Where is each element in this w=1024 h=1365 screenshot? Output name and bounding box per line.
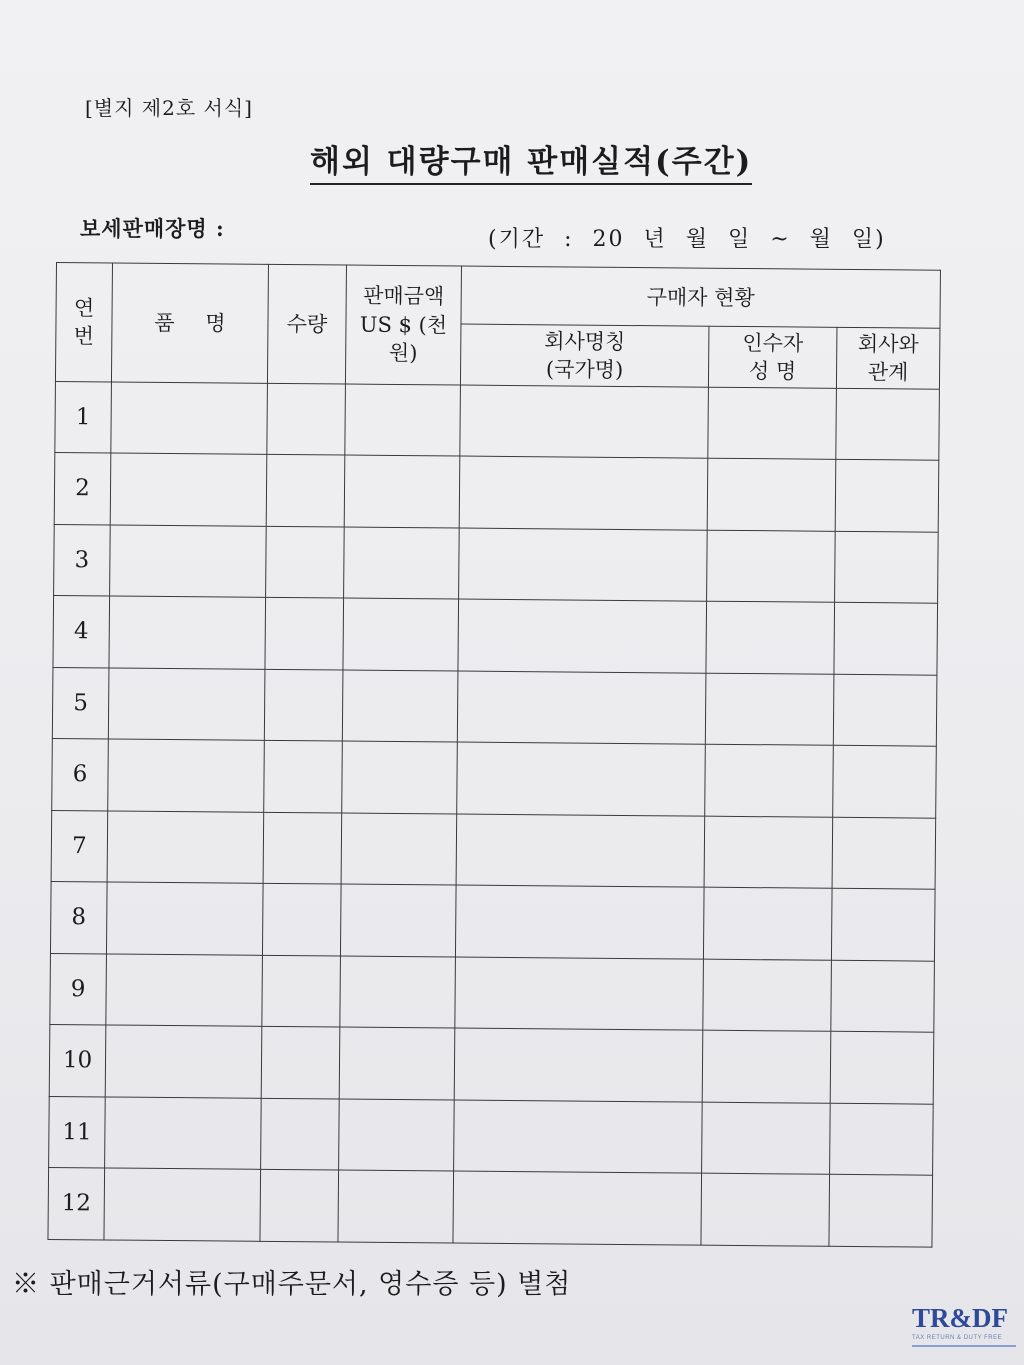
item-cell[interactable] bbox=[106, 882, 263, 955]
row-number: 3 bbox=[54, 524, 111, 596]
row-number: 9 bbox=[50, 953, 107, 1025]
item-cell[interactable] bbox=[105, 1025, 262, 1098]
row-number: 7 bbox=[51, 810, 108, 882]
amount-cell[interactable] bbox=[343, 598, 459, 671]
amount-cell[interactable] bbox=[339, 1099, 455, 1172]
item-cell[interactable] bbox=[108, 668, 265, 741]
attachment-note: ※ 판매근거서류(구매주문서, 영수증 등) 별첨 bbox=[12, 1269, 572, 1300]
table-row bbox=[55, 381, 940, 460]
row-number: 12 bbox=[48, 1168, 105, 1240]
amount-cell[interactable] bbox=[344, 527, 460, 600]
qty-cell[interactable] bbox=[261, 1098, 340, 1170]
company-cell[interactable] bbox=[454, 1100, 703, 1174]
relation-cell[interactable] bbox=[835, 460, 939, 532]
table-body bbox=[48, 381, 939, 1247]
relation-cell[interactable] bbox=[834, 603, 938, 675]
logo bbox=[912, 1303, 1016, 1347]
receiver-cell[interactable] bbox=[702, 1031, 831, 1104]
row-number: 8 bbox=[50, 882, 107, 954]
relation-cell[interactable] bbox=[830, 1103, 934, 1175]
table-row bbox=[54, 524, 939, 603]
relation-cell[interactable] bbox=[835, 531, 939, 603]
table-row bbox=[50, 882, 935, 961]
receiver-cell[interactable] bbox=[708, 387, 837, 460]
relation-cell[interactable] bbox=[833, 746, 937, 818]
table-row bbox=[52, 739, 937, 818]
table-row bbox=[50, 953, 935, 1032]
qty-cell[interactable] bbox=[266, 455, 345, 527]
header-no bbox=[55, 263, 112, 382]
receiver-cell[interactable] bbox=[705, 673, 834, 746]
receiver-cell[interactable] bbox=[703, 888, 832, 961]
table-row bbox=[48, 1168, 933, 1247]
header-buyer-status: 구매자 현황 bbox=[461, 266, 941, 329]
relation-cell[interactable] bbox=[833, 674, 937, 746]
header-item: 품 명 bbox=[111, 263, 268, 383]
company-cell[interactable] bbox=[455, 957, 704, 1031]
page-title: 해외 대량구매 판매실적(주간) bbox=[310, 136, 752, 185]
amount-cell[interactable] bbox=[338, 1170, 454, 1243]
item-cell[interactable] bbox=[111, 382, 268, 455]
table-row bbox=[49, 1025, 934, 1104]
qty-cell[interactable] bbox=[264, 669, 343, 741]
logo-mark: TR&DF bbox=[912, 1303, 1008, 1333]
item-cell[interactable] bbox=[110, 525, 267, 598]
qty-cell[interactable] bbox=[265, 598, 344, 670]
relation-cell[interactable] bbox=[836, 388, 940, 460]
company-cell[interactable] bbox=[455, 885, 704, 959]
relation-cell[interactable] bbox=[831, 889, 935, 961]
header-amount-text: 판매금액 US $ (천원) bbox=[359, 284, 448, 366]
table-row bbox=[49, 1096, 934, 1175]
receiver-cell[interactable] bbox=[704, 816, 833, 889]
item-cell[interactable] bbox=[108, 739, 265, 812]
amount-cell[interactable] bbox=[339, 1027, 455, 1100]
header-relation bbox=[836, 328, 940, 389]
header-company-text: 회사명칭 (국가명) bbox=[544, 329, 626, 383]
qty-cell[interactable] bbox=[266, 526, 345, 598]
header-company bbox=[460, 324, 709, 387]
amount-cell[interactable] bbox=[342, 741, 458, 814]
relation-cell[interactable] bbox=[829, 1175, 933, 1248]
company-cell[interactable] bbox=[456, 814, 705, 888]
relation-cell[interactable] bbox=[830, 1032, 934, 1104]
qty-cell[interactable] bbox=[264, 741, 343, 813]
amount-cell[interactable] bbox=[342, 670, 458, 743]
logo-tagline: TAX RETURN & DUTY FREE bbox=[912, 1335, 1003, 1341]
company-cell[interactable] bbox=[459, 456, 708, 530]
form-number-label: [별지 제2호 서식] bbox=[85, 96, 253, 120]
header-receiver bbox=[708, 327, 837, 389]
amount-cell[interactable] bbox=[341, 813, 457, 886]
receiver-cell[interactable] bbox=[706, 602, 835, 675]
header-receiver-text: 인수자 성 명 bbox=[742, 330, 804, 384]
row-number: 1 bbox=[55, 381, 112, 453]
company-cell[interactable] bbox=[459, 528, 708, 602]
relation-cell[interactable] bbox=[831, 960, 935, 1032]
sales-table bbox=[47, 262, 941, 1248]
row-number: 5 bbox=[52, 667, 109, 739]
receiver-cell[interactable] bbox=[705, 745, 834, 818]
table-row bbox=[54, 453, 939, 532]
amount-cell[interactable] bbox=[344, 455, 460, 528]
receiver-cell[interactable] bbox=[702, 1102, 831, 1175]
row-number: 10 bbox=[49, 1025, 106, 1097]
amount-cell[interactable] bbox=[345, 384, 461, 457]
row-number: 11 bbox=[49, 1096, 106, 1168]
amount-cell[interactable] bbox=[340, 884, 456, 957]
item-cell[interactable] bbox=[105, 1097, 262, 1170]
item-cell[interactable] bbox=[110, 453, 267, 526]
row-number: 2 bbox=[54, 453, 111, 525]
qty-cell[interactable] bbox=[267, 383, 346, 455]
period-label: (기간 : 20 년 월 일 ~ 월 일) bbox=[488, 227, 886, 252]
company-cell[interactable] bbox=[454, 1028, 703, 1102]
item-cell[interactable] bbox=[106, 954, 263, 1027]
qty-cell[interactable] bbox=[262, 884, 341, 956]
item-cell[interactable] bbox=[104, 1168, 261, 1241]
qty-cell[interactable] bbox=[260, 1170, 339, 1242]
company-cell[interactable] bbox=[453, 1171, 702, 1245]
header-relation-text: 회사와 관계 bbox=[857, 331, 919, 385]
company-cell[interactable] bbox=[457, 671, 706, 745]
company-cell[interactable] bbox=[460, 385, 709, 459]
table-row bbox=[53, 596, 938, 675]
company-cell[interactable] bbox=[457, 742, 706, 816]
item-cell[interactable] bbox=[109, 596, 266, 669]
receiver-cell[interactable] bbox=[703, 959, 832, 1032]
amount-cell[interactable] bbox=[340, 956, 456, 1029]
header-amount bbox=[345, 265, 461, 385]
header-qty: 수량 bbox=[267, 264, 346, 384]
qty-cell[interactable] bbox=[262, 955, 341, 1027]
relation-cell[interactable] bbox=[832, 817, 936, 889]
row-number: 6 bbox=[52, 739, 109, 811]
store-name-label: 보세판매장명 : bbox=[80, 216, 225, 241]
table-row bbox=[51, 810, 936, 889]
receiver-cell[interactable] bbox=[701, 1174, 830, 1247]
qty-cell[interactable] bbox=[263, 812, 342, 884]
company-cell[interactable] bbox=[458, 599, 707, 673]
receiver-cell[interactable] bbox=[707, 459, 836, 532]
header-no-text: 연 번 bbox=[73, 295, 95, 349]
row-number: 4 bbox=[53, 596, 110, 668]
qty-cell[interactable] bbox=[261, 1027, 340, 1099]
table-row bbox=[52, 667, 937, 746]
receiver-cell[interactable] bbox=[707, 530, 836, 603]
item-cell[interactable] bbox=[107, 811, 264, 884]
